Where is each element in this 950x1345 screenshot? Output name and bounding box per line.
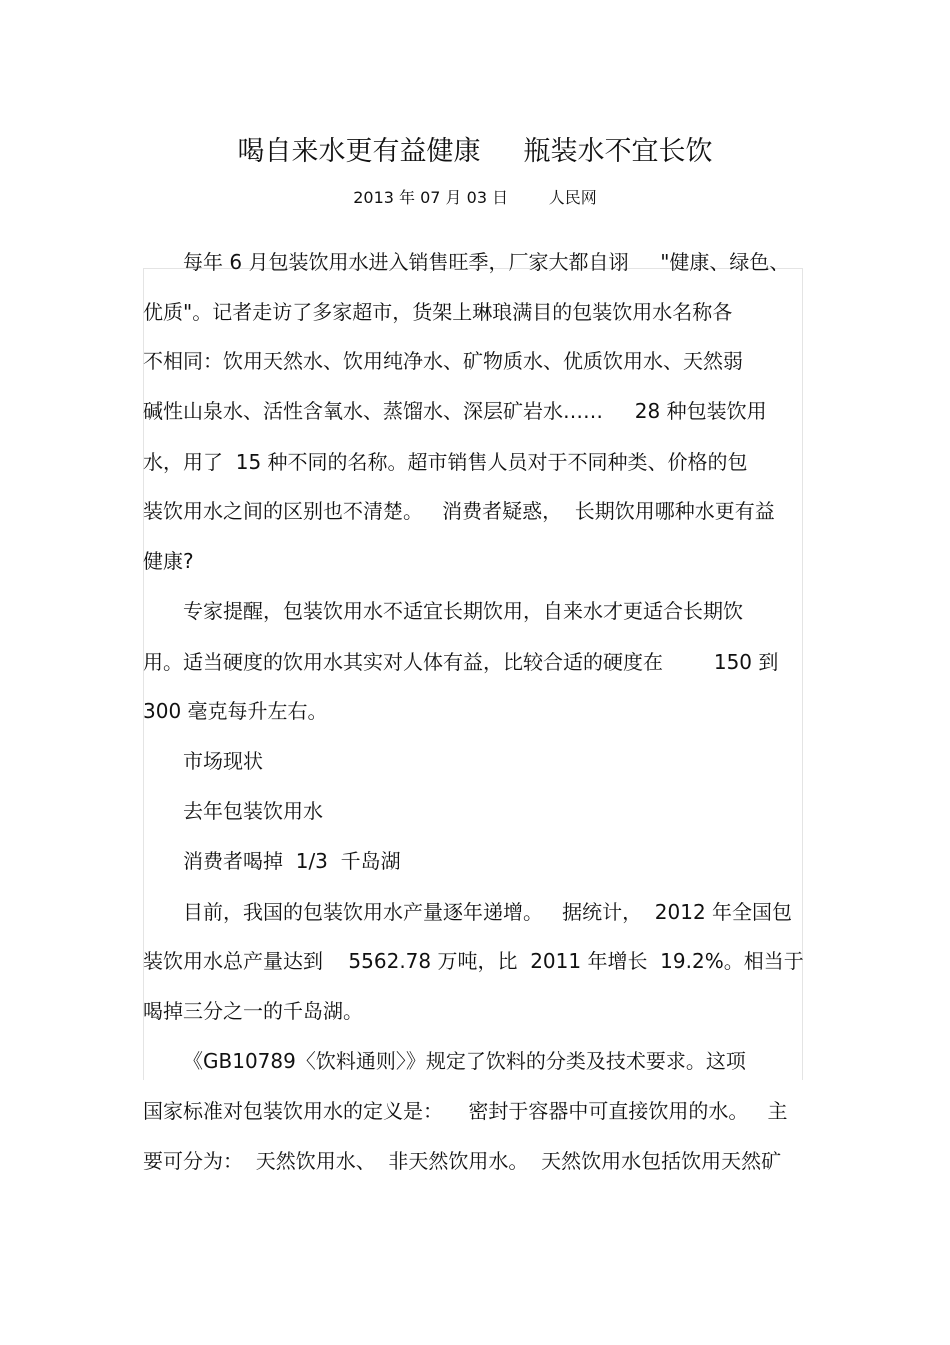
body-line: 装饮用水总产量达到 5562.78 万吨，比 2011 年增长 19.2%。相当于 xyxy=(143,949,804,973)
body-line: 优质"。记者走访了多家超市，货架上琳琅满目的包装饮用水名称各 xyxy=(143,300,733,324)
body-line: 用。适当硬度的饮用水其实对人体有益，比较合适的硬度在 150 到 xyxy=(143,650,779,674)
body-line: 装饮用水之间的区别也不清楚。 消费者疑惑， 长期饮用哪种水更有益 xyxy=(143,499,775,523)
section-heading: 市场现状 xyxy=(183,749,263,773)
body-line: 要可分为： 天然饮用水、 非天然饮用水。 天然饮用水包括饮用天然矿 xyxy=(143,1149,782,1173)
body-line: 专家提醒，包装饮用水不适宜长期饮用，自来水才更适合长期饮 xyxy=(183,599,743,623)
body-line: 300 毫克每升左右。 xyxy=(143,699,328,723)
section-heading: 去年包装饮用水 xyxy=(183,799,323,823)
body-line: 每年 6 月包装饮用水进入销售旺季，厂家大都自诩 "健康、绿色、 xyxy=(183,250,790,274)
body-line: 健康? xyxy=(143,549,194,573)
body-line: 国家标准对包装饮用水的定义是： 密封于容器中可直接饮用的水。 主 xyxy=(143,1099,788,1123)
body-line: 喝掉三分之一的千岛湖。 xyxy=(143,999,363,1023)
article-title: 喝自来水更有益健康 瓶装水不宜长饮 xyxy=(237,136,713,167)
body-line: 不相同：饮用天然水、饮用纯净水、矿物质水、优质饮用水、天然弱 xyxy=(143,349,743,373)
body-line: 《GB10789〈饮料通则〉》规定了饮料的分类及技术要求。这项 xyxy=(183,1049,746,1073)
body-line: 目前，我国的包装饮用水产量逐年递增。 据统计， 2012 年全国包 xyxy=(183,900,793,924)
body-line: 碱性山泉水、活性含氧水、蒸馏水、深层矿岩水…… 28 种包装饮用 xyxy=(143,399,767,423)
body-line: 水，用了 15 种不同的名称。超市销售人员对于不同种类、价格的包 xyxy=(143,450,748,474)
article-dateline: 2013 年 07 月 03 日 人民网 xyxy=(353,188,597,207)
section-heading: 消费者喝掉 1/3 千岛湖 xyxy=(183,849,401,873)
